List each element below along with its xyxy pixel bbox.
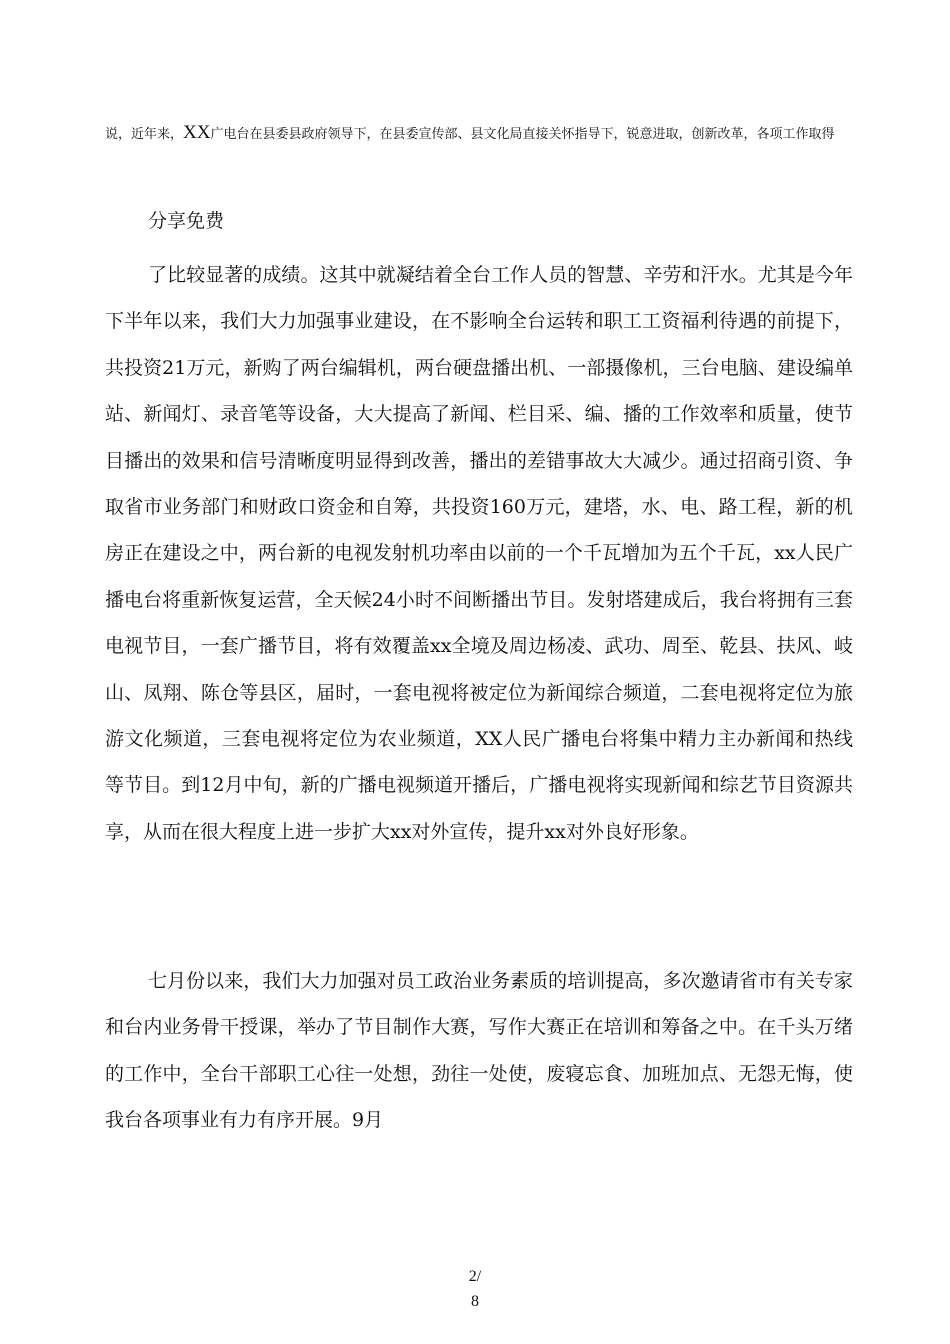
body-paragraph-2: 七月份以来，我们大力加强对员工政治业务素质的培训提高，多次邀请省市有关专家和台内业务骨干授课，举办了节目制作大赛，写作大赛正在培训和筹备之中。在千头万绪的工作中，全台干部职工心往一处想，劲往一处使，废寝忘食、加班加点、无怨无悔，使我台各项事业有力有序开展。9月 (105, 970, 853, 1132)
heading-text: 分享免费 (148, 210, 225, 232)
intro-xx: XX (183, 122, 211, 143)
body-paragraph-1: 了比较显著的成绩。这其中就凝结着全台工作人员的智慧、辛劳和汗水。尤其是今年下半年以来，我们大力加强事业建设，在不影响全台运转和职工工资福利待遇的前提下，共投资21万元，新购了两台编辑机，两台硬盘播出机、一部摄像机，三台电脑、建设编单站、新闻灯、录音笔等设备，大大提高了新闻、栏目采、编、播的工作效率和质量，使节目播出的效果和信号清晰度明显得到改善，播出的差错事故大大减少。通过招商引资、争取省市业务部门和财政口资金和自筹，共投资160万元，建塔，水、电、路工程，新的机房正在建设之中，两台新的电视发射机功率由以前的一个千瓦增加为五个千瓦，xx人民广播电台将重新恢复运营，全天候24小时不间断播出节目。发射塔建成后，我台将拥有三套电视节目，一套广播节目，将有效覆盖xx全境及周边杨凌、武功、周至、乾县、扶风、岐山、凤翔、陈仓等县区，届时，一套电视将被定位为新闻综合频道，二套电视将定位为旅游文化频道，三套电视将定位为农业频道，XX人民广播电台将集中精力主办新闻和热线等节目。到12月中旬，新的广播电视频道开播后，广播电视将实现新闻和综艺节目资源共享，从而在很大程度上进一步扩大xx对外宣传，提升xx对外良好形象。 (105, 264, 853, 843)
intro-part-2: 广电台在县委县政府领导下，在县委宣传部、县文化局直接关怀指导下，锐意进取，创新改革，各项工作取得 (210, 127, 835, 142)
intro-part-1: 说，近年来， (105, 127, 184, 142)
page-number (440, 1264, 510, 1314)
page-number-current: 2/ (468, 1268, 482, 1285)
page-number-total: 8 (471, 1293, 479, 1310)
intro-text (105, 118, 850, 150)
